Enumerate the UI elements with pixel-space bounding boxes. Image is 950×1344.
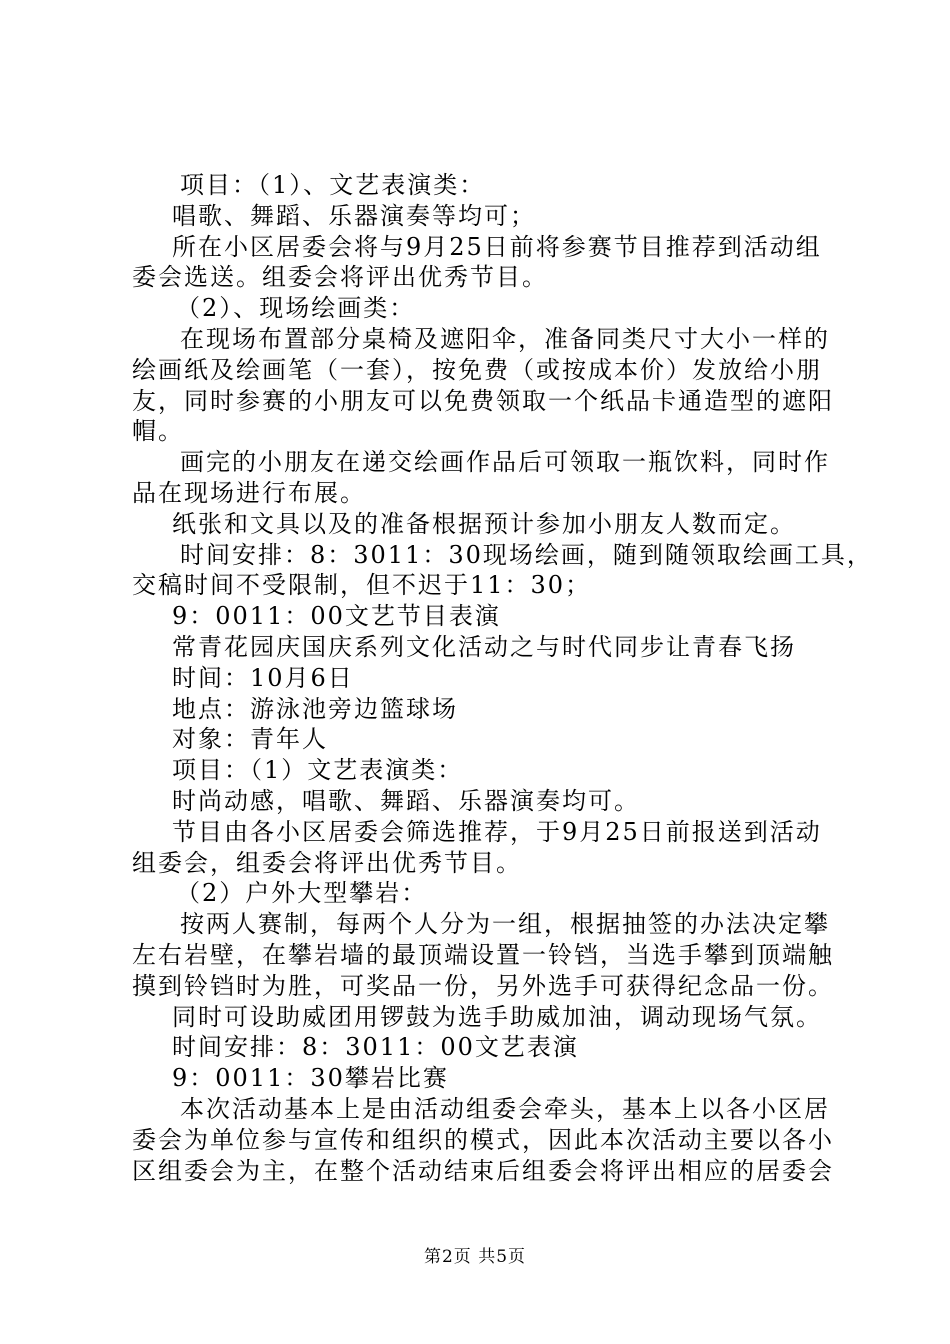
text-line: 摸到铃铛时为胜，可奖品一份，另外选手可获得纪念品一份。 (132, 971, 834, 1000)
text-line: 地点：游泳池旁边篮球场 (172, 694, 458, 723)
text-line: 组委会，组委会将评出优秀节目。 (132, 848, 522, 877)
text-line: （2）户外大型攀岩： (176, 879, 428, 908)
text-line: 项目：（1）文艺表演类： (172, 756, 464, 785)
text-line: 时间：10月6日 (172, 663, 354, 692)
text-line: 9：0011：30攀岩比赛 (172, 1064, 449, 1093)
text-line: 交稿时间不受限制，但不迟于11：30； (132, 571, 592, 600)
text-line: 品在现场进行布展。 (132, 478, 366, 507)
text-line: 常青花园庆国庆系列文化活动之与时代同步让青春飞扬 (172, 632, 796, 661)
text-line: 绘画纸及绘画笔（一套），按免费（或按成本价）发放给小朋 (132, 355, 822, 384)
page-footer: 第2页 共5页 (423, 1247, 527, 1267)
text-line: 区组委会为主，在整个活动结束后组委会将评出相应的居委会 (132, 1156, 834, 1185)
text-line: 时间安排：8：3011：00文艺表演 (172, 1033, 579, 1062)
text-line: 委会为单位参与宣传和组织的模式，因此本次活动主要以各小 (132, 1125, 834, 1154)
text-line: 画完的小朋友在递交绘画作品后可领取一瓶饮料，同时作 (180, 448, 830, 477)
text-line: 对象：青年人 (172, 725, 328, 754)
text-line: 同时可设助威团用锣鼓为选手助威加油，调动现场气氛。 (172, 1002, 822, 1031)
text-line: 唱歌、舞蹈、乐器演奏等均可； (172, 201, 536, 230)
text-line: 纸张和文具以及的准备根据预计参加小朋友人数而定。 (172, 509, 796, 538)
text-line: 节目由各小区居委会筛选推荐，于9月25日前报送到活动 (172, 817, 822, 846)
text-line: 时间安排：8：3011：30现场绘画，随到随领取绘画工具， (180, 540, 873, 569)
text-line: 帽。 (132, 417, 184, 446)
text-line: 友，同时参赛的小朋友可以免费领取一个纸品卡通造型的遮阳 (132, 386, 834, 415)
text-line: 项目：（1）、文艺表演类： (180, 171, 486, 199)
text-line: 所在小区居委会将与9月25日前将参赛节目推荐到活动组 (172, 232, 822, 261)
text-line: 按两人赛制，每两个人分为一组，根据抽签的办法决定攀 (180, 910, 830, 939)
text-line: 9：0011：00文艺节目表演 (172, 602, 501, 631)
text-line: 委会选送。组委会将评出优秀节目。 (132, 263, 548, 292)
text-line: （2）、现场绘画类： (176, 294, 416, 323)
document-body (132, 170, 873, 1186)
text-line: 在现场布置部分桌椅及遮阳伞，准备同类尺寸大小一样的 (180, 324, 830, 353)
text-line: 左右岩壁，在攀岩墙的最顶端设置一铃铛，当选手攀到顶端触 (132, 940, 834, 969)
text-line: 时尚动感，唱歌、舞蹈、乐器演奏均可。 (172, 786, 640, 815)
text-line: 本次活动基本上是由活动组委会牵头，基本上以各小区居 (180, 1094, 830, 1123)
